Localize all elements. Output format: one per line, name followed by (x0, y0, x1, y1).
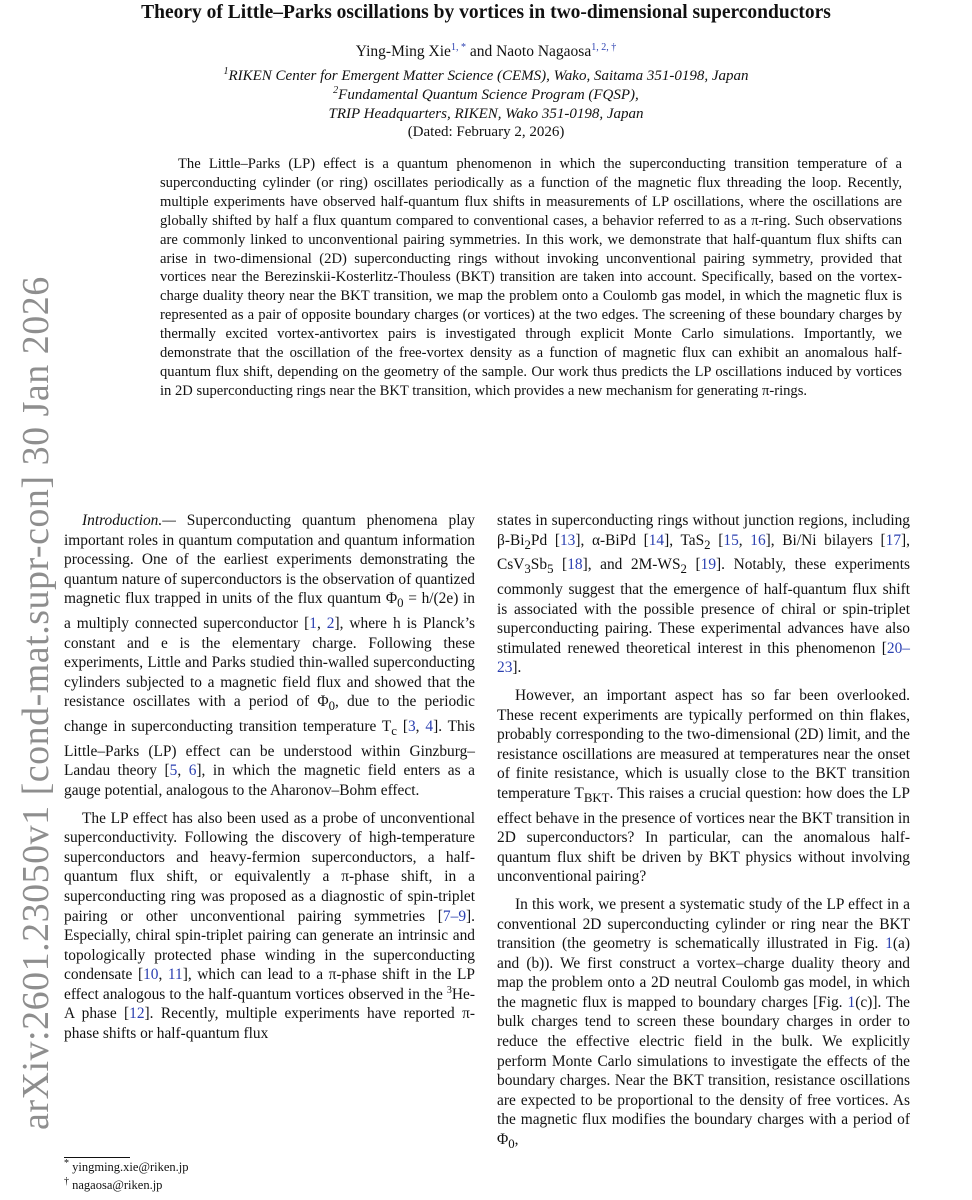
subscript: 5 (547, 562, 554, 577)
text: ], and 2M-WS (582, 556, 681, 574)
paragraph-overlooked-aspect (497, 686, 910, 887)
citation-link[interactable]: 12 (129, 1005, 145, 1023)
citation-link[interactable]: 18 (567, 556, 583, 574)
email-link[interactable]: nagaosa@riken.jp (72, 1178, 163, 1192)
text: Sb (530, 556, 548, 574)
subscript: 0 (397, 596, 404, 611)
footnote-mark: * (64, 1157, 69, 1169)
affiliation-text: RIKEN Center for Emergent Matter Science (CEMS), Wako, Saitama 351-0198, Japan (228, 68, 749, 84)
citation-link[interactable]: 2 (326, 615, 335, 633)
right-column (497, 511, 910, 1155)
text: In this work, we present a systematic study of the LP effect in a conventional 2D superconducting cylinder or ring near the BKT transition (the geometry is schematically illustrated in Fig. (497, 895, 910, 953)
date-line: (Dated: February 2, 2026) (407, 124, 565, 140)
footnote-email-1 (64, 1157, 189, 1175)
text: (c)]. The bulk charges tend to screen these boundary charges in order to reduce the effective electric field in the bulk. We explicitly perform Monte Carlo simulations to investigate the effects of the boundary charges. Near the BKT transition, resistance oscillations are expected to be proportional to the density of free vortices. As the magnetic flux modifies the boundary charges with a period of Φ (497, 993, 910, 1149)
citation-link[interactable]: 19 (700, 556, 717, 574)
text: , (158, 966, 168, 984)
affiliation-2-line-2: TRIP Headquarters, RIKEN, Wako 351-0198, Japan (328, 106, 644, 122)
author-name: Ying-Ming Xie (355, 43, 451, 60)
text: ]. (512, 659, 522, 677)
citation-link[interactable]: 10 (143, 966, 159, 984)
citation-link[interactable]: 17 (885, 531, 902, 549)
citation-link[interactable]: 13 (559, 531, 576, 549)
footnote-email-2 (64, 1175, 163, 1193)
text: ]. This Little–Parks (LP) effect can be understood within Ginzburg–Landau theory [ (64, 718, 475, 780)
subscript: 2 (524, 537, 531, 552)
paragraph-introduction (64, 511, 475, 801)
citation-link[interactable]: 16 (750, 531, 766, 549)
text: The LP effect has also been used as a probe of unconventional superconductivity. Following the discovery of high-temperature superconductors and heavy-fermion superconductors, a half-quantum flux shift, or equivalently a π-phase shift, in a superconducting ring was proposed as a diagnostic of spin-triplet pairing or other unconventional pairing symmetries [ (64, 809, 475, 925)
text: ]. Notably, these experiments commonly suggest that the emergence of half-quantum flux shift is associated with the possible presence of chiral or spin-triplet superconducting pairing. These experimental advances have also stimulated renewed theoretical interest in this phenomenon [ (497, 556, 910, 657)
author-conjunction: and (469, 43, 493, 60)
figure-link[interactable]: 1 (885, 935, 893, 953)
footnote-divider (64, 1157, 130, 1158)
affiliation-number: 2 (333, 85, 339, 96)
text: He-A phase [ (64, 985, 475, 1023)
text: , (415, 718, 426, 736)
text: ], where h is Planck’s constant and e is the elementary charge. Following these experiments, Little and Parks studied thin-walled superconducting cylinders subjected to a magnetic field flux and showed that the resistance oscillates with a period of Φ (64, 615, 475, 711)
citation-link[interactable]: 7–9 (442, 907, 467, 925)
citation-link[interactable]: 11 (167, 966, 183, 984)
text: ]. Recently, multiple experiments have reported π-phase shifts or half-quantum flux (64, 1005, 475, 1043)
paragraph-this-work (497, 895, 910, 1155)
subscript: 3 (524, 562, 531, 577)
text: states in superconducting rings without junction regions, including β-Bi (497, 512, 910, 549)
left-column (64, 511, 475, 1044)
citation-link[interactable]: 4 (425, 718, 434, 736)
text: ], Bi/Ni bilayers [ (765, 531, 886, 549)
subscript: 0 (508, 1137, 515, 1152)
text: Superconducting quantum phenomena play important roles in quantum computation and quantum information processing. One of the earliest experiments demonstrating the quantum nature of superconductors is the observation of quantized magnetic flux trapped in units of the flux quantum Φ (64, 512, 475, 608)
email-link[interactable]: yingming.xie@riken.jp (72, 1160, 189, 1174)
text: ], α-BiPd [ (575, 531, 649, 549)
text: . This raises a crucial question: how does the LP effect behave in the presence of vortices near the BKT transition in 2D superconductors? In particular, can the anomalous half-quantum flux shift be driven by BKT physics without involving unconventional pairing? (497, 784, 910, 886)
text: ], TaS (664, 531, 705, 549)
text: , (316, 615, 327, 633)
footnote-mark: † (64, 1175, 69, 1187)
citation-link[interactable]: 15 (723, 531, 739, 549)
figure-link[interactable]: 1 (847, 993, 856, 1011)
paper-title: Theory of Little–Parks oscillations by vortices in two-dimensional superconductors (141, 2, 831, 23)
section-heading: Introduction.— (82, 512, 176, 529)
abstract: The Little–Parks (LP) effect is a quantum phenomenon in which the superconducting transition temperature of a superconducting cylinder (or ring) oscillates periodically as a function of the magnetic flux threading the loop. Recently, multiple experiments have observed half-quantum flux shifts in measurements of LP oscillations, where the oscillations are globally shifted by half a flux quantum compared to conventional cases, a behavior referred to as a π-ring. Such observations are commonly linked to unconventional pairing symmetries. In this work, we demonstrate that half-quantum flux shifts can arise in two-dimensional (2D) superconducting rings without invoking unconventional pairing symmetry, provided that vortices near the Berezinskii-Kosterlitz-Thouless (BKT) transition are taken into account. Specifically, based on the vortex-charge duality theory near the BKT transition, we map the problem onto a Coulomb gas model, in which the magnetic flux is represented as a pair of opposite boundary charges (or vortices) at the two edges. The screening of these boundary charges by thermally excited vortex-antivortex pairs is investigated through explicit Monte Carlo simulations. Importantly, we demonstrate that the oscillation of the free-vortex density as a function of magnetic flux can exhibit an anomalous half-quantum flux shift, depending on the geometry of the sample. Our work thus predicts the LP oscillations induced by vortices in 2D superconducting rings near the BKT transition, which provides a new mechanism for generating π-rings. (160, 156, 902, 399)
text: [ (710, 531, 724, 549)
arxiv-sidebar (0, 0, 60, 1200)
superscript: 3 (446, 984, 452, 996)
text: [ (396, 718, 408, 736)
author-name: Naoto Nagaosa (496, 43, 592, 60)
text: ], which can lead to a π-phase shift in the LP effect analogous to the half-quantum vortices observed in the (64, 966, 475, 1003)
subscript: c (391, 724, 397, 739)
affiliation-2 (0, 87, 972, 104)
subscript: BKT (583, 790, 610, 805)
author-affiliation-marks[interactable]: 1, * (450, 41, 466, 53)
author-affiliation-marks[interactable]: 1, 2, † (591, 41, 617, 53)
arxiv-identifier: arXiv:2601.23050v1 [cond-mat.supr-con] 30 Jan 2026 (15, 276, 57, 1130)
citation-link[interactable]: 6 (188, 762, 197, 780)
subscript: 2 (704, 537, 711, 552)
citation-link[interactable]: 20–23 (497, 639, 910, 677)
citation-link[interactable]: 5 (169, 762, 178, 780)
paragraph-experiments (497, 511, 910, 678)
text: , (177, 762, 189, 780)
text: Pd [ (530, 531, 560, 549)
affiliation-number: 1 (223, 66, 229, 77)
subscript: 0 (328, 699, 336, 714)
text: , due to the periodic change in superconducting transition temperature T (64, 693, 475, 736)
text: , (738, 531, 751, 549)
affiliation-1 (0, 68, 972, 85)
text: = h/(2e) in a multiply connected superconductor [ (64, 590, 475, 633)
text: ], in which the magnetic field enters as a gauge potential, analogous to the Aharonov–Bohm effect. (64, 762, 475, 799)
subscript: 2 (680, 562, 687, 577)
text: ]. Especially, chiral spin-triplet pairing can generate an intrinsic and topologically protected phase winding in the superconducting condensate [ (64, 907, 475, 984)
paragraph-lp-probe (64, 809, 475, 1044)
citation-link[interactable]: 3 (407, 718, 416, 736)
text: However, an important aspect has so far been overlooked. These recent experiments are typically performed on thin flakes, probably corresponding to the two-dimensional (2D) limit, and the resistance oscillations are measured at temperatures near the onset of finite resistance, which is usually close to the BKT transition temperature T (497, 686, 910, 802)
citation-link[interactable]: 1 (309, 615, 317, 633)
citation-link[interactable]: 14 (648, 531, 665, 549)
author-line (0, 43, 972, 61)
affiliation-text: Fundamental Quantum Science Program (FQSP), (338, 87, 639, 103)
text: [ (686, 556, 701, 574)
text: (a) and (b)). We first construct a vortex–charge duality theory and map the problem onto a 2D neutral Coulomb gas model, in which the magnetic flux is mapped to boundary charges [Fig. (497, 935, 910, 1011)
text: , (514, 1131, 519, 1149)
text: ], CsV (497, 531, 910, 574)
text: [ (553, 556, 568, 574)
